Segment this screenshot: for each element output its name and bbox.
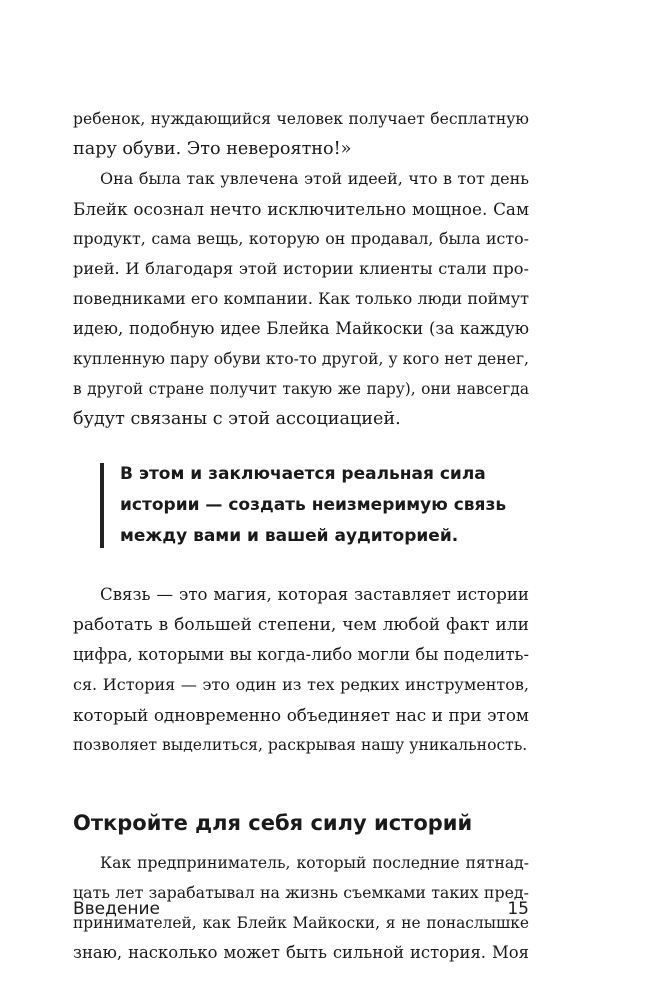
text-line: рией. И благодаря этой истории клиенты стали про- <box>73 259 529 278</box>
footer-section-title: Введение <box>73 899 160 919</box>
quote-line: В этом и заключается реальная сила <box>120 464 486 484</box>
text-line: в другой стране получит такую же пару), они навсегда <box>73 380 529 398</box>
text-line: цифра, которыми вы когда-либо могли бы поделить- <box>73 645 529 664</box>
quote-line: между вами и вашей аудиторией. <box>120 526 459 546</box>
section-heading: Откройте для себя силу историй <box>73 811 473 835</box>
text-line: цать лет зарабатывал на жизнь съемками таких пред- <box>73 883 529 902</box>
pull-quote <box>100 459 529 552</box>
paragraph-continued <box>73 104 529 164</box>
text-line: продукт, сама вещь, которую он продавал, была исто- <box>73 229 529 248</box>
text-line: Как предприниматель, который последние пятнад- <box>100 854 529 872</box>
text-line: будут связаны с этой ассоциацией. <box>73 409 401 429</box>
text-line: работать в большей степени, чем любой факт или <box>73 615 529 635</box>
text-line: который одновременно объединяет нас и при этом <box>73 705 529 725</box>
text-line: принимателей, как Блейк Майкоски, я не понаслышке <box>73 914 529 932</box>
text-line: знаю, насколько может быть сильной история. Моя <box>73 943 529 962</box>
text-line: ся. История — это один из тех редких инструментов, <box>73 675 529 694</box>
page-number: 15 <box>507 899 529 919</box>
text-line: поведниками его компании. Как только люди поймут <box>73 289 529 308</box>
text-line: Она была так увлечена этой идеей, что в тот день <box>100 169 529 188</box>
text-line: пару обуви. Это невероятно!» <box>73 139 352 159</box>
quote-line: истории — создать неизмеримую связь <box>120 495 507 515</box>
text-line: купленную пару обуви кто-то другой, у кого нет денег, <box>73 350 530 368</box>
text-line: Связь — это магия, которая заставляет истории <box>100 585 529 604</box>
text-line: идею, подобную идее Блейка Майкоски (за каждую <box>73 319 529 338</box>
page-body <box>73 104 529 968</box>
text-line: ребенок, нуждающийся человек получает бесплатную <box>73 110 529 128</box>
text-line: позволяет выделиться, раскрывая нашу уникальность. <box>73 736 528 754</box>
quote-bar <box>100 463 104 548</box>
paragraph-blake-insight <box>73 164 529 434</box>
paragraph-connection <box>73 580 529 760</box>
text-line: Блейк осознал нечто исключительно мощное. Сам <box>73 199 529 219</box>
